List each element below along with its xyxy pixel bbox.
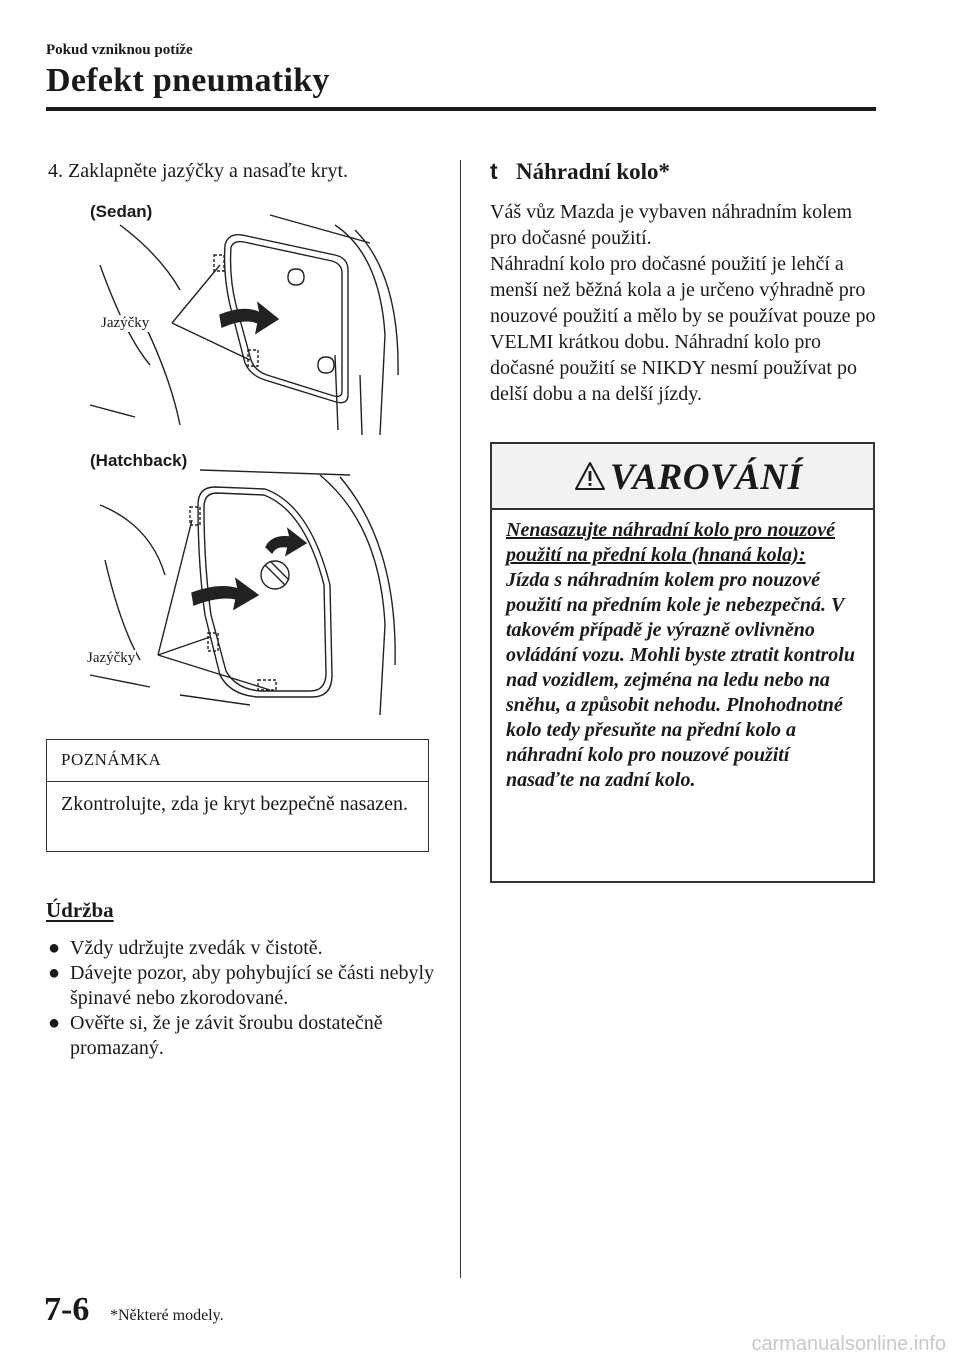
column-divider [460,160,461,1278]
section-marker-icon: t [490,158,498,184]
list-item-text: Ověřte si, že je závit šroubu dostatečně promazaný. [70,1012,383,1059]
footnote: *Některé modely. [110,1307,224,1324]
spare-wheel-text [490,199,880,407]
section-label: Pokud vzniknou potíže [46,42,193,58]
note-heading: POZNÁMKA [47,740,428,782]
warning-subheading: Nenasazujte náhradní kolo pro nouzové použití na přední kola (hnaná kola): [506,519,835,566]
warning-box [490,442,875,883]
title-rule [46,107,876,111]
maintenance-heading: Údržba [46,898,114,922]
spare-wheel-heading [490,158,670,185]
bullet-icon: ● [48,937,61,959]
bullet-icon: ● [48,962,61,984]
step-4-text: 4. Zaklapněte jazýčky a nasaďte kryt. [48,160,349,182]
spare-paragraph-2: Náhradní kolo pro dočasné použití je lehčí a menší než běžná kola a je určeno výhradně pro nouzové použití a mělo by se používat pouze po VELMI krátkou dobu. Náhradní kolo pro dočasné použití se NIKDY nesmí používat po delší dobu a na delší jízdy. [490,253,876,405]
sedan-tabs-callout: Jazýčky [101,315,150,331]
warning-triangle-icon [574,461,606,491]
page-title: Defekt pneumatiky [46,62,330,99]
list-item [46,961,441,1011]
spare-paragraph-1: Váš vůz Mazda je vybaven náhradním kolem pro dočasné použití. [490,201,853,249]
sedan-figure-label: (Sedan) [90,202,153,221]
warning-header [492,444,873,510]
watermark: carmanualsonline.info [751,1333,946,1355]
bullet-icon: ● [48,1012,61,1034]
list-item-text: Dávejte pozor, aby pohybující se části nebyly špinavé nebo zkorodované. [70,962,435,1009]
warning-body [492,510,873,793]
hatchback-cover-illustration [80,465,400,720]
maintenance-list [46,936,441,1061]
hatchback-figure-label: (Hatchback) [90,451,188,470]
page-number: 7-6 [44,1291,90,1328]
list-item-text: Vždy udržujte zvedák v čistotě. [70,937,323,959]
note-box [46,739,429,852]
list-item [46,1011,441,1061]
note-body: Zkontrolujte, zda je kryt bezpečně nasazen. [61,793,409,815]
spare-wheel-title: Náhradní kolo* [516,159,671,184]
warning-title: VAROVÁNÍ [610,457,803,498]
hatchback-tabs-callout: Jazýčky [87,650,136,666]
list-item [46,936,441,961]
warning-text: Jízda s náhradním kolem pro nouzové použití na předním kole je nebezpečná. V takovém případě je výrazně ovlivněno ovládání vozu. Mohli byste ztratit kontrolu nad vozidlem, zejména na ledu nebo na sněhu, a způsobit nehodu. Plnohodnotné kolo tedy přesuňte na přední kolo a náhradní kolo pro nouzové použití nasaďte na zadní kolo. [506,569,855,791]
